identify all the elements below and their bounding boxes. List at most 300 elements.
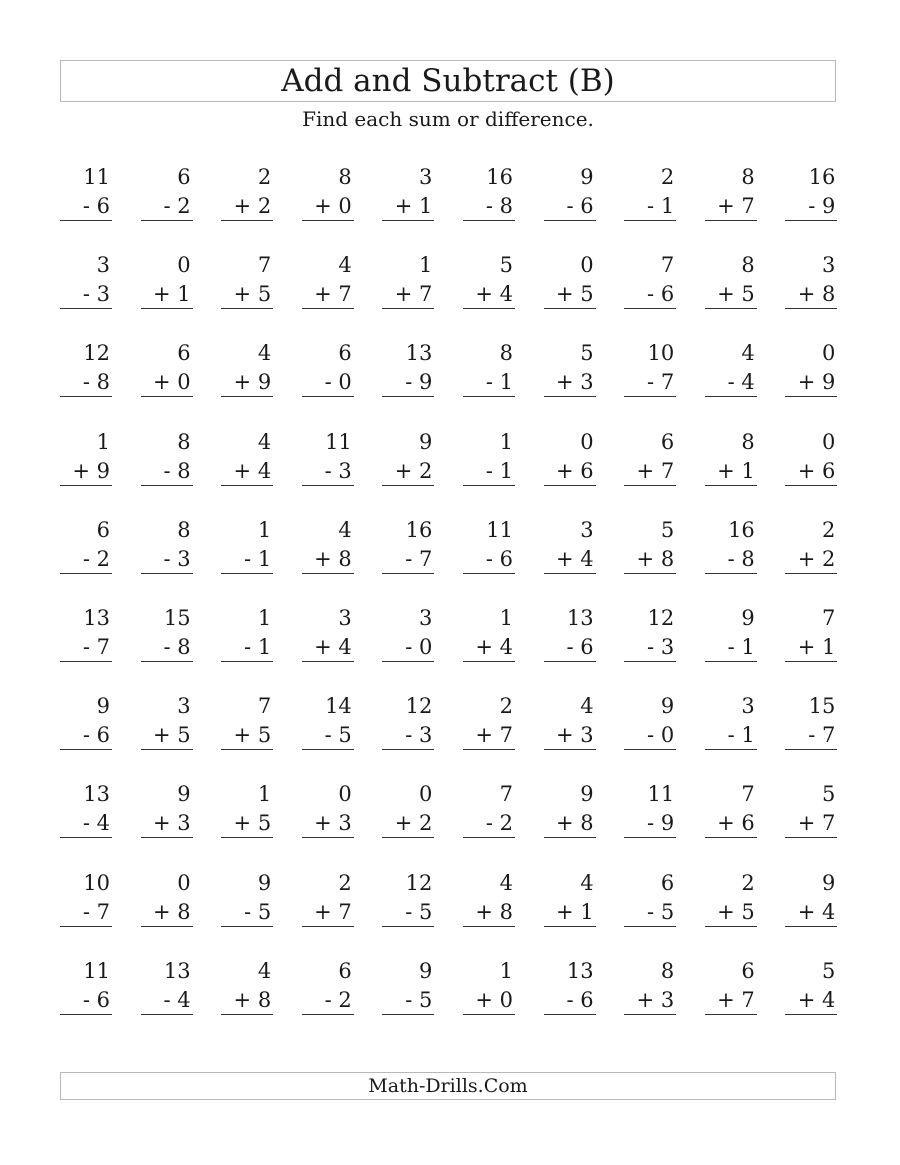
problem-top-number: 6 (338, 341, 352, 366)
problem (60, 605, 112, 662)
answer-line (141, 749, 193, 750)
problem-top-number: 8 (660, 958, 675, 983)
answer-line (544, 220, 596, 221)
problem-operand: - 3 (163, 546, 191, 571)
answer-line (544, 661, 596, 662)
problem (382, 958, 434, 1015)
answer-line (302, 220, 354, 221)
problem-operand: - 1 (485, 370, 513, 395)
problem-top-number: 1 (499, 958, 513, 983)
problem-operand: - 9 (647, 811, 675, 836)
answer-line (60, 396, 112, 397)
problem (382, 517, 434, 574)
answer-line (302, 749, 354, 750)
problem (785, 870, 837, 927)
footer-text: Math-Drills.Com (368, 1074, 528, 1097)
answer-line (463, 749, 515, 750)
problem-top-number: 3 (419, 606, 433, 630)
answer-line (785, 485, 837, 486)
problem-top-number: 6 (741, 958, 755, 983)
problem (302, 429, 354, 486)
problem-top-number: 4 (257, 341, 272, 366)
problem-operand: + 5 (233, 723, 272, 748)
problem (60, 164, 112, 221)
answer-line (221, 926, 273, 927)
answer-line (221, 1014, 273, 1015)
problem-top-number: 8 (177, 429, 191, 454)
problem-operand: - 5 (244, 899, 272, 924)
problem-operand: + 4 (475, 635, 513, 659)
answer-line (141, 1014, 193, 1015)
problem-operand: + 4 (797, 899, 836, 924)
problem-operand: - 3 (324, 458, 352, 483)
problem-operand: + 0 (314, 194, 352, 218)
problem-top-number: 16 (405, 517, 433, 542)
problem-operand: - 7 (808, 723, 836, 748)
problem (60, 340, 112, 397)
problem (624, 958, 676, 1015)
problem-operand: - 6 (485, 546, 513, 571)
problem-operand: + 3 (152, 811, 191, 836)
problem-top-number: 9 (580, 165, 594, 189)
problem (544, 252, 596, 309)
problem-operand: + 5 (233, 282, 272, 307)
problem-operand: + 8 (233, 987, 272, 1012)
problem-top-number: 5 (660, 517, 675, 542)
problem (463, 870, 515, 927)
answer-line (60, 926, 112, 927)
problem (221, 958, 273, 1015)
problem (141, 517, 193, 574)
problem (705, 517, 757, 574)
answer-line (141, 661, 193, 662)
problem (624, 693, 676, 750)
problem (705, 781, 757, 838)
problem (60, 429, 112, 486)
problem-operand: + 3 (555, 723, 594, 748)
problem-operand: - 7 (82, 635, 110, 659)
problem-operand: + 8 (152, 899, 191, 924)
problem (141, 340, 193, 397)
problem (785, 252, 837, 309)
problem-operand: - 0 (647, 723, 675, 748)
problem-top-number: 5 (580, 341, 594, 366)
problem-operand: + 8 (314, 546, 352, 571)
problem (141, 252, 193, 309)
answer-line (544, 308, 596, 309)
problem (141, 958, 193, 1015)
problem (544, 517, 596, 574)
problem (60, 517, 112, 574)
problem-operand: + 3 (555, 370, 594, 395)
problem (705, 693, 757, 750)
problem (221, 429, 273, 486)
problem (544, 605, 596, 662)
problem-top-number: 8 (741, 165, 755, 189)
problem-operand: - 2 (324, 987, 352, 1012)
problem (705, 605, 757, 662)
problem-operand: - 4 (727, 370, 755, 395)
problem-top-number: 6 (177, 165, 191, 189)
problem (785, 781, 837, 838)
answer-line (624, 308, 676, 309)
answer-line (302, 1014, 354, 1015)
answer-line (705, 573, 757, 574)
problem (785, 164, 837, 221)
problem (705, 252, 757, 309)
answer-line (302, 308, 354, 309)
problem (463, 693, 515, 750)
problem-top-number: 9 (580, 782, 594, 807)
problem-operand: - 1 (485, 458, 513, 483)
problem-top-number: 4 (580, 870, 594, 895)
answer-line (302, 396, 354, 397)
problem (705, 340, 757, 397)
footer-box (60, 1072, 836, 1100)
answer-line (785, 396, 837, 397)
problem (302, 252, 354, 309)
problem-top-number: 7 (499, 782, 513, 807)
problem-operand: + 0 (152, 370, 191, 395)
problem-operand: + 7 (797, 811, 836, 836)
problem-top-number: 9 (96, 694, 110, 719)
answer-line (544, 396, 596, 397)
problem-operand: + 7 (717, 194, 755, 218)
problem (141, 781, 193, 838)
problem-operand: + 1 (152, 282, 191, 307)
problem (382, 252, 434, 309)
problem-operand: - 3 (405, 723, 433, 748)
problem-top-number: 7 (257, 694, 272, 719)
answer-line (705, 749, 757, 750)
problem-top-number: 7 (660, 253, 675, 278)
problem-top-number: 0 (822, 429, 836, 454)
problem-operand: - 8 (163, 458, 191, 483)
answer-line (221, 573, 273, 574)
problem-top-number: 4 (257, 429, 272, 454)
problem (624, 252, 676, 309)
problem (60, 870, 112, 927)
problem-operand: - 2 (485, 811, 513, 836)
problem-top-number: 4 (338, 253, 352, 278)
problem-operand: + 9 (233, 370, 272, 395)
answer-line (382, 1014, 434, 1015)
problem-operand: - 7 (647, 370, 675, 395)
problem (705, 958, 757, 1015)
problem-top-number: 2 (257, 165, 272, 189)
problem (382, 693, 434, 750)
problem-top-number: 3 (338, 606, 352, 630)
answer-line (60, 837, 112, 838)
problem (624, 781, 676, 838)
problem-operand: + 6 (717, 811, 755, 836)
problem (544, 340, 596, 397)
problem-top-number: 0 (338, 782, 352, 807)
answer-line (463, 837, 515, 838)
answer-line (705, 220, 757, 221)
problem-operand: - 5 (647, 899, 675, 924)
problem-top-number: 9 (419, 958, 433, 983)
answer-line (785, 749, 837, 750)
answer-line (785, 573, 837, 574)
problem (382, 164, 434, 221)
problem (382, 781, 434, 838)
problem (382, 429, 434, 486)
problem-operand: - 9 (405, 370, 433, 395)
problem-operand: + 4 (475, 282, 513, 307)
problem-operand: - 3 (82, 282, 110, 307)
answer-line (705, 926, 757, 927)
problem-operand: + 7 (475, 723, 513, 748)
problem (463, 252, 515, 309)
answer-line (463, 396, 515, 397)
problem-top-number: 3 (741, 694, 755, 719)
problem-top-number: 5 (822, 782, 836, 807)
problem-operand: + 8 (555, 811, 594, 836)
problem-operand: - 6 (82, 987, 110, 1012)
problem-operand: - 2 (163, 194, 191, 218)
answer-line (302, 485, 354, 486)
problem (221, 517, 273, 574)
problem-top-number: 3 (177, 694, 191, 719)
problem-operand: - 6 (647, 282, 675, 307)
problem-top-number: 12 (405, 694, 433, 719)
problem-operand: - 6 (566, 987, 594, 1012)
answer-line (624, 485, 676, 486)
answer-line (705, 308, 757, 309)
problem-top-number: 13 (83, 606, 110, 630)
problem-operand: + 5 (555, 282, 594, 307)
answer-line (221, 220, 273, 221)
problem-top-number: 0 (580, 253, 594, 278)
answer-line (463, 308, 515, 309)
answer-line (60, 573, 112, 574)
problem (60, 252, 112, 309)
problem-operand: + 3 (636, 987, 675, 1012)
problem-top-number: 11 (647, 782, 675, 807)
problem-top-number: 5 (499, 253, 513, 278)
problem-operand: - 1 (727, 723, 755, 748)
problem-top-number: 8 (741, 429, 755, 454)
problem (302, 605, 354, 662)
problem-top-number: 7 (741, 782, 755, 807)
instructions: Find each sum or difference. (302, 107, 594, 131)
problem (705, 164, 757, 221)
problem-top-number: 16 (808, 165, 836, 189)
answer-line (705, 661, 757, 662)
problem-operand: - 6 (82, 194, 110, 218)
problem-operand: + 2 (394, 458, 433, 483)
answer-line (221, 308, 273, 309)
problem (221, 164, 273, 221)
problem (463, 429, 515, 486)
problem (221, 605, 273, 662)
problem (221, 340, 273, 397)
problem (624, 429, 676, 486)
answer-line (60, 661, 112, 662)
answer-line (624, 926, 676, 927)
page-title: Add and Subtract (B) (281, 62, 615, 99)
problem-top-number: 1 (257, 782, 272, 807)
problem (785, 605, 837, 662)
problem-operand: + 7 (314, 899, 352, 924)
problem-top-number: 11 (486, 517, 513, 542)
answer-line (624, 1014, 676, 1015)
answer-line (624, 220, 676, 221)
problem-top-number: 8 (499, 341, 513, 366)
problem (785, 517, 837, 574)
problem-top-number: 10 (83, 870, 110, 895)
answer-line (624, 396, 676, 397)
problem-top-number: 9 (177, 782, 191, 807)
problem-top-number: 8 (338, 165, 352, 189)
problem-top-number: 0 (580, 429, 594, 454)
answer-line (382, 396, 434, 397)
problem (785, 429, 837, 486)
problem-operand: + 4 (314, 635, 352, 659)
problem-top-number: 5 (822, 958, 836, 983)
answer-line (302, 837, 354, 838)
answer-line (221, 749, 273, 750)
answer-line (785, 661, 837, 662)
problem-operand: + 2 (797, 546, 836, 571)
problem-top-number: 3 (822, 253, 836, 278)
answer-line (302, 926, 354, 927)
problem (463, 340, 515, 397)
problem-operand: + 9 (797, 370, 836, 395)
answer-line (624, 749, 676, 750)
problem-top-number: 13 (163, 958, 191, 983)
problem-operand: - 8 (485, 194, 513, 218)
problem-top-number: 2 (660, 165, 675, 189)
problem-top-number: 6 (177, 341, 191, 366)
problem-operand: - 2 (82, 546, 110, 571)
problem-operand: + 7 (636, 458, 675, 483)
answer-line (705, 837, 757, 838)
problem-top-number: 13 (83, 782, 110, 807)
problem-top-number: 1 (257, 606, 272, 630)
problem (141, 429, 193, 486)
problem (302, 693, 354, 750)
answer-line (544, 485, 596, 486)
problem-top-number: 8 (177, 517, 191, 542)
answer-line (60, 308, 112, 309)
problem-operand: - 7 (82, 899, 110, 924)
answer-line (60, 220, 112, 221)
problem-top-number: 3 (580, 517, 594, 542)
answer-line (463, 661, 515, 662)
problem-operand: + 8 (797, 282, 836, 307)
problem-top-number: 2 (338, 870, 352, 895)
problem-top-number: 4 (499, 870, 513, 895)
problem (141, 693, 193, 750)
problem-top-number: 15 (163, 606, 191, 630)
problem-operand: - 4 (82, 811, 110, 836)
answer-line (785, 837, 837, 838)
problem-top-number: 0 (419, 782, 433, 807)
problem-operand: + 2 (233, 194, 272, 218)
problem (463, 164, 515, 221)
answer-line (544, 749, 596, 750)
problem-top-number: 16 (486, 165, 513, 189)
problem-top-number: 6 (96, 517, 110, 542)
problem-top-number: 16 (728, 517, 755, 542)
problem (60, 958, 112, 1015)
problem (463, 781, 515, 838)
problem (463, 958, 515, 1015)
problem (544, 164, 596, 221)
answer-line (382, 485, 434, 486)
answer-line (463, 485, 515, 486)
problem-top-number: 4 (257, 958, 272, 983)
problem-operand: + 1 (797, 635, 836, 659)
problem (302, 517, 354, 574)
problem (463, 605, 515, 662)
problem-operand: - 0 (405, 635, 433, 659)
problem (302, 781, 354, 838)
problem (705, 429, 757, 486)
problem (141, 870, 193, 927)
problem-top-number: 2 (741, 870, 755, 895)
problem-operand: + 5 (717, 899, 755, 924)
answer-line (60, 749, 112, 750)
answer-line (785, 308, 837, 309)
problem-operand: + 7 (314, 282, 352, 307)
problem-operand: + 1 (394, 194, 433, 218)
problem-top-number: 1 (419, 253, 433, 278)
problem-operand: - 1 (244, 635, 272, 659)
problem-top-number: 4 (580, 694, 594, 719)
problem-top-number: 8 (741, 253, 755, 278)
problem-operand: - 7 (405, 546, 433, 571)
problem (221, 870, 273, 927)
answer-line (141, 220, 193, 221)
answer-line (785, 220, 837, 221)
problem-top-number: 3 (96, 253, 110, 278)
problem-operand: - 5 (324, 723, 352, 748)
answer-line (382, 837, 434, 838)
answer-line (141, 837, 193, 838)
answer-line (544, 926, 596, 927)
answer-line (463, 926, 515, 927)
answer-line (141, 308, 193, 309)
problem-top-number: 0 (822, 341, 836, 366)
answer-line (302, 573, 354, 574)
answer-line (382, 749, 434, 750)
problem-top-number: 9 (822, 870, 836, 895)
answer-line (221, 485, 273, 486)
answer-line (141, 485, 193, 486)
problem-top-number: 11 (325, 429, 352, 454)
problem-top-number: 14 (325, 694, 352, 719)
problem-operand: + 7 (717, 987, 755, 1012)
problem-operand: + 4 (797, 987, 836, 1012)
problem-operand: - 5 (405, 899, 433, 924)
problem-operand: + 7 (394, 282, 433, 307)
problem-top-number: 4 (338, 517, 352, 542)
problem-operand: - 8 (82, 370, 110, 395)
problem-top-number: 4 (741, 341, 755, 366)
problem-operand: - 1 (647, 194, 675, 218)
problem (382, 340, 434, 397)
problem (544, 781, 596, 838)
problem (544, 693, 596, 750)
problem-top-number: 1 (499, 606, 513, 630)
problem-top-number: 11 (83, 165, 110, 189)
problem-top-number: 12 (405, 870, 433, 895)
problem (221, 781, 273, 838)
problem-operand: - 0 (324, 370, 352, 395)
